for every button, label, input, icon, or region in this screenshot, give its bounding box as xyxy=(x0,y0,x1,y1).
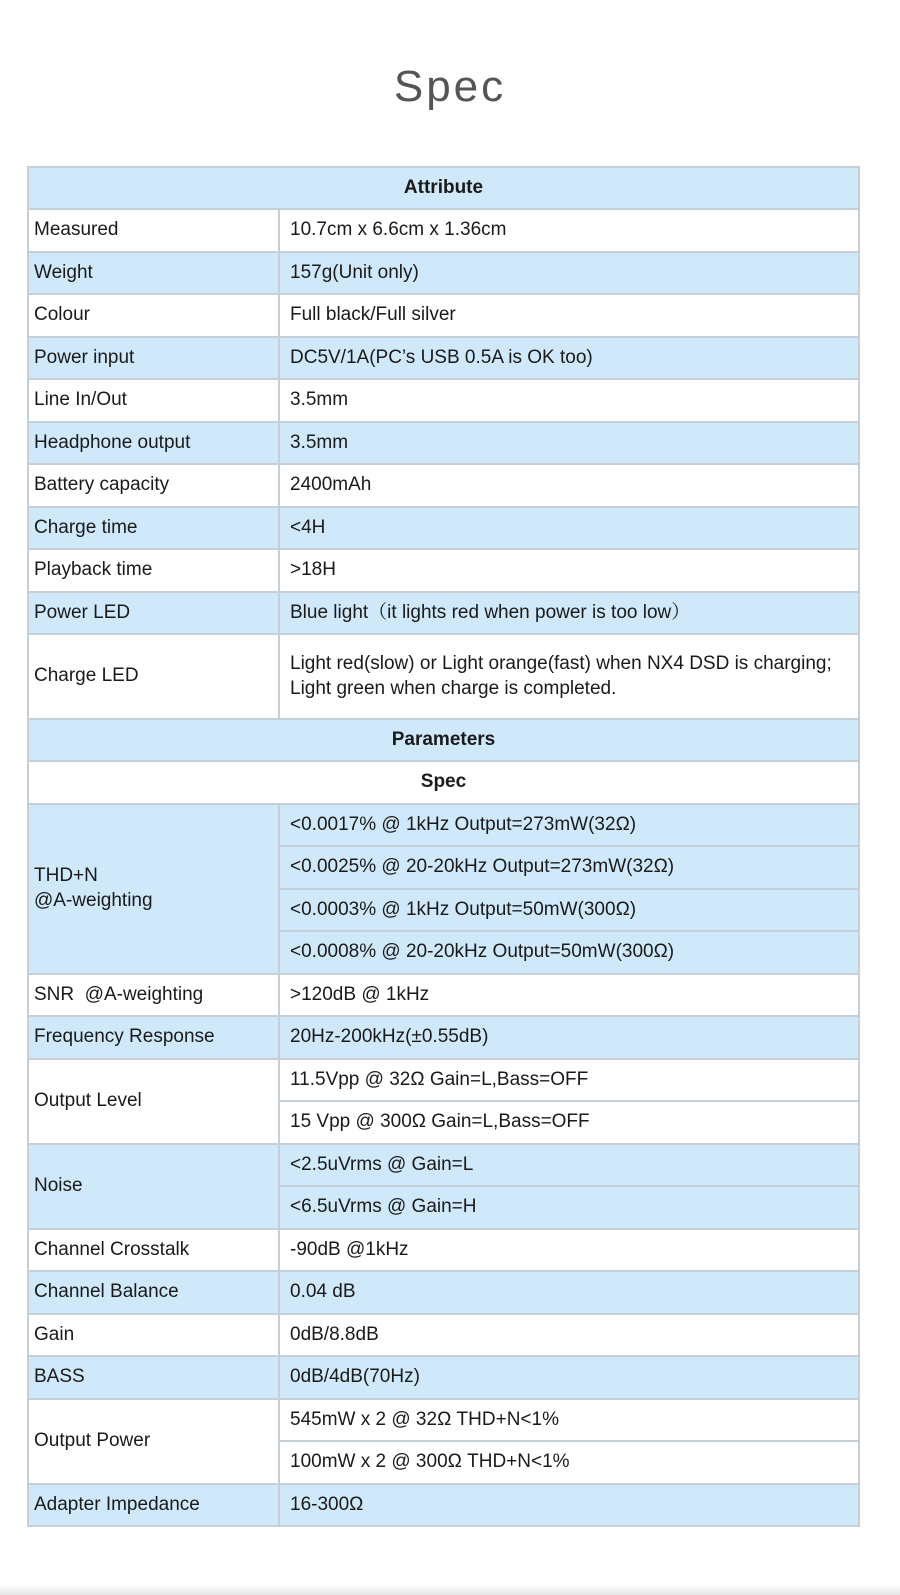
row-value: 20Hz-200kHz(±0.55dB) xyxy=(279,1016,859,1059)
spec-header-row xyxy=(28,761,859,804)
row-value: 157g(Unit only) xyxy=(279,252,859,294)
table-row xyxy=(28,209,859,252)
table-row xyxy=(28,252,859,294)
row-label: Charge time xyxy=(28,507,279,549)
row-label: Adapter Impedance xyxy=(28,1484,279,1526)
table-row xyxy=(28,1271,859,1314)
row-value: 0dB/8.8dB xyxy=(279,1314,859,1356)
table-row xyxy=(28,422,859,464)
row-label: Line In/Out xyxy=(28,379,279,422)
table-row xyxy=(28,1484,859,1526)
row-label: Output Level xyxy=(28,1059,279,1144)
row-value: <0.0003% @ 1kHz Output=50mW(300Ω) xyxy=(279,889,859,931)
row-value: 11.5Vpp @ 32Ω Gain=L,Bass=OFF xyxy=(279,1059,859,1101)
row-value: 16-300Ω xyxy=(279,1484,859,1526)
row-label: Battery capacity xyxy=(28,464,279,507)
row-value: <0.0017% @ 1kHz Output=273mW(32Ω) xyxy=(279,804,859,846)
row-value: 100mW x 2 @ 300Ω THD+N<1% xyxy=(279,1441,859,1484)
table-row xyxy=(28,1314,859,1356)
row-value: Blue light（it lights red when power is too low） xyxy=(279,592,859,634)
row-value: 10.7cm x 6.6cm x 1.36cm xyxy=(279,209,859,252)
row-label: Noise xyxy=(28,1144,279,1229)
spec-header: Spec xyxy=(28,761,859,804)
row-label: SNR @A-weighting xyxy=(28,974,279,1016)
row-value: 3.5mm xyxy=(279,379,859,422)
table-row xyxy=(28,804,859,846)
row-label: Measured xyxy=(28,209,279,252)
parameters-header: Parameters xyxy=(28,719,859,761)
row-value: >120dB @ 1kHz xyxy=(279,974,859,1016)
row-value: 15 Vpp @ 300Ω Gain=L,Bass=OFF xyxy=(279,1101,859,1144)
row-label: BASS xyxy=(28,1356,279,1399)
row-label: Power LED xyxy=(28,592,279,634)
table-row xyxy=(28,507,859,549)
row-label: Charge LED xyxy=(28,634,279,719)
row-label: Playback time xyxy=(28,549,279,592)
row-value: <0.0008% @ 20-20kHz Output=50mW(300Ω) xyxy=(279,931,859,974)
thd-label xyxy=(28,804,279,974)
row-value: <6.5uVrms @ Gain=H xyxy=(279,1186,859,1229)
attribute-header: Attribute xyxy=(28,167,859,209)
row-label: Output Power xyxy=(28,1399,279,1484)
table-row xyxy=(28,1059,859,1101)
spec-table xyxy=(27,166,860,1527)
thd-label-line2: @A-weighting xyxy=(34,890,153,911)
table-row xyxy=(28,1144,859,1186)
row-label: Gain xyxy=(28,1314,279,1356)
row-value: DC5V/1A(PC’s USB 0.5A is OK too) xyxy=(279,337,859,379)
page-title: Spec xyxy=(393,62,507,111)
attribute-header-row xyxy=(28,167,859,209)
table-row xyxy=(28,549,859,592)
parameters-header-row xyxy=(28,719,859,761)
row-value: <0.0025% @ 20-20kHz Output=273mW(32Ω) xyxy=(279,846,859,889)
table-row xyxy=(28,464,859,507)
row-label: Channel Balance xyxy=(28,1271,279,1314)
row-value: 3.5mm xyxy=(279,422,859,464)
row-value: 2400mAh xyxy=(279,464,859,507)
table-row xyxy=(28,1356,859,1399)
row-value: -90dB @1kHz xyxy=(279,1229,859,1271)
row-value: <2.5uVrms @ Gain=L xyxy=(279,1144,859,1186)
row-value: 545mW x 2 @ 32Ω THD+N<1% xyxy=(279,1399,859,1441)
row-value: 0dB/4dB(70Hz) xyxy=(279,1356,859,1399)
table-row xyxy=(28,1016,859,1059)
table-row xyxy=(28,1399,859,1441)
row-label: Colour xyxy=(28,294,279,337)
row-label: Frequency Response xyxy=(28,1016,279,1059)
row-label: Headphone output xyxy=(28,422,279,464)
thd-label-line1: THD+N xyxy=(34,865,98,887)
row-value: >18H xyxy=(279,549,859,592)
row-value: 0.04 dB xyxy=(279,1271,859,1314)
table-row xyxy=(28,592,859,634)
row-value: Light red(slow) or Light orange(fast) when NX4 DSD is charging; Light green when charge is completed. xyxy=(279,634,859,719)
table-row xyxy=(28,379,859,422)
table-row xyxy=(28,1229,859,1271)
row-value: Full black/Full silver xyxy=(279,294,859,337)
row-label: Weight xyxy=(28,252,279,294)
row-value: <4H xyxy=(279,507,859,549)
row-label: Power input xyxy=(28,337,279,379)
table-row xyxy=(28,974,859,1016)
bottom-divider xyxy=(0,1585,900,1595)
table-row xyxy=(28,294,859,337)
row-label: Channel Crosstalk xyxy=(28,1229,279,1271)
table-row xyxy=(28,337,859,379)
table-row xyxy=(28,634,859,719)
